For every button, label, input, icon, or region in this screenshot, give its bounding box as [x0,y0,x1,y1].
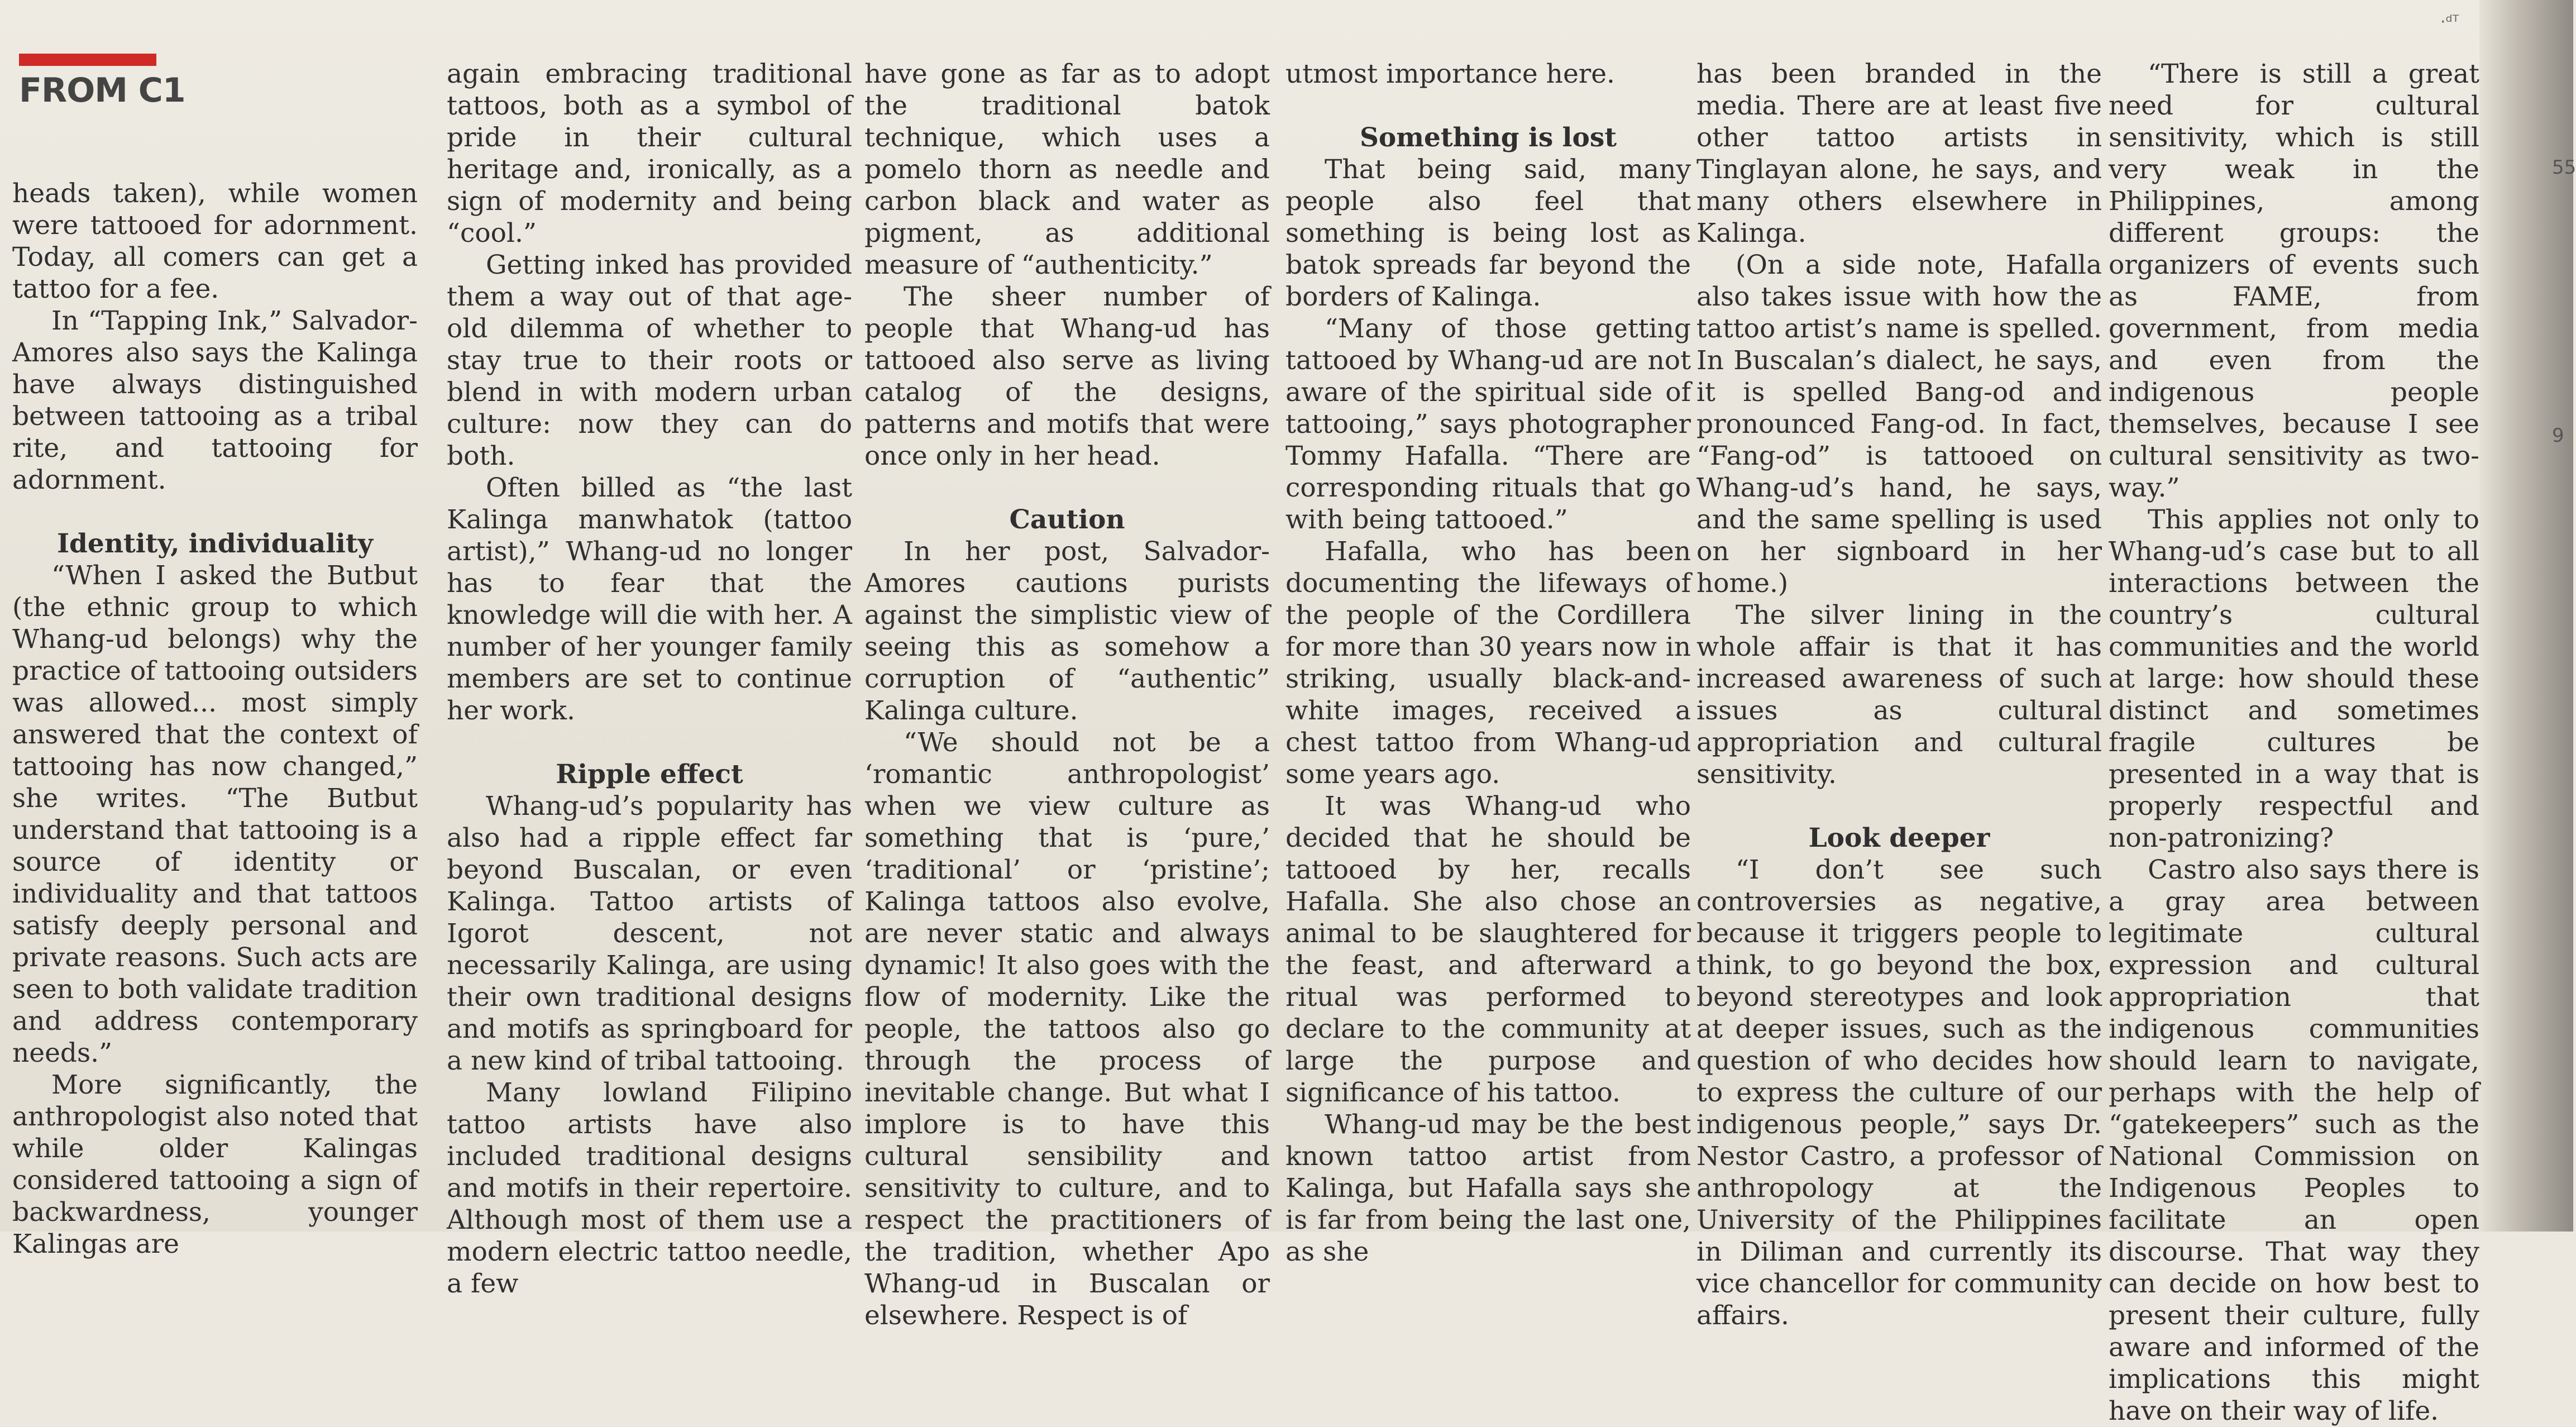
article-paragraph: Getting inked has provided them a way out of that age-old dilemma of whether to stay true to their roots or blend in with modern urban culture: now they can do both. [447,250,852,471]
page-edge-shadow [2479,0,2573,1232]
article-paragraph: “There is still a great need for cultural sensitivity, which is still very weak in the Philippines, among different groups: the organizers of events such as FAME, from government, from media and even from the indigenous people themselves, because I see cultural sensitivity as two-way.” [2109,59,2479,503]
article-paragraph: Whang-ud’s popularity has also had a ripple effect far beyond Buscalan, or even Kalinga. Tattoo artists of Igorot descent, not necessarily Kalinga, are using their own traditional designs and motifs as springboard for a new kind of tribal tattooing. [447,791,852,1076]
article-paragraph: The silver lining in the whole affair is that it has increased awareness of such issues as cultural appropriation and cultural sensitivity. [1696,600,2102,790]
article-column-5 [1696,58,2102,1331]
article-paragraph: “We should not be a ‘romantic anthropologist’ when we view culture as something that is ‘pure,’ ‘traditional’ or ‘pristine’; Kalinga tattoos also evolve, are never static and always dynamic! It also goes with the flow of modernity. Like the people, the tattoos also go through the process of inevitable change. But what I implore is to have this cultural sensibility and sensitivity to culture, and to respect the practitioners of the tradition, whether Apo Whang-ud in Buscalan or elsewhere. Respect is of [864,727,1270,1331]
edge-page-number: 9 [2552,424,2564,447]
article-column-3 [864,58,1270,1331]
article-column-1 [12,178,418,1328]
article-paragraph: This applies not only to Whang-ud’s case but to all interactions between the country’s cultural communities and the world at large: how should these distinct and sometimes fragile cultures be presented in a way that is properly respectful and non-patronizing? [2109,504,2479,853]
section-subhead: Ripple effect [556,759,743,790]
edge-page-number: 55 [2552,156,2576,179]
article-paragraph: heads taken), while women were tattooed for adornment. Today, all comers can get a tattoo for a fee. [12,178,418,304]
corner-mark: ·ᵈᵀ [2440,12,2459,32]
article-column-2 [447,58,852,1299]
header-red-bar [19,54,156,66]
article-paragraph: (On a side note, Hafalla also takes issue with how the tattoo artist’s name is spelled. In Buscalan’s dialect, he says, it is spelled Bang-od and pronounced Fang-od. In fact, “Fang-od” is tattooed on Whang-ud’s hand, he says, and the same spelling is used on her signboard in her home.) [1696,250,2102,599]
continuation-header [19,54,185,111]
article-paragraph: In her post, Salvador-Amores cautions purists against the simplistic view of seeing this as somehow a corruption of “authentic” Kalinga culture. [864,536,1270,726]
article-paragraph: has been branded in the media. There are at least five other tattoo artists in Tinglayan alone, he says, and many others elsewhere in Kalinga. [1696,59,2102,249]
article-paragraph: More significantly, the anthropologist also noted that while older Kalingas considered tattooing a sign of backwardness, younger Kalingas are [12,1070,418,1259]
section-subhead: Something is lost [1359,122,1617,153]
article-paragraph: “When I asked the Butbut (the ethnic group to which Whang-ud belongs) why the practice of tattooing outsiders was allowed... most simply answered that the context of tattooing has now changed,” she writes. “The Butbut understand that tattooing is a source of identity or individuality and that tattoos satisfy deeply personal and private reasons. Such acts are seen to both validate tradition and address contemporary needs.” [12,560,418,1068]
article-paragraph: The sheer number of people that Whang-ud has tattooed also serve as living catalog of the designs, patterns and motifs that were once only in her head. [864,281,1270,471]
article-column-4 [1285,58,1691,1267]
article-paragraph: In “Tapping Ink,” Salvador-Amores also says the Kalinga have always distinguished between tattooing as a tribal rite, and tattooing for adornment. [12,306,418,495]
article-paragraph: “Many of those getting tattooed by Whang-ud are not aware of the spiritual side of tattooing,” says photographer Tommy Hafalla. “There are corresponding rituals that go with being tattooed.” [1285,313,1691,535]
article-paragraph: Hafalla, who has been documenting the lifeways of the people of the Cordillera for more than 30 years now in striking, usually black-and-white images, received a chest tattoo from Whang-ud some years ago. [1285,536,1691,790]
article-paragraph: It was Whang-ud who decided that he should be tattooed by her, recalls Hafalla. She also chose an animal to be slaughtered for the feast, and afterward a ritual was performed to declare to the community at large the purpose and significance of his tattoo. [1285,791,1691,1108]
article-paragraph: Whang-ud may be the best known tattoo artist from Kalinga, but Hafalla says she is far from being the last one, as she [1285,1109,1691,1267]
article-paragraph: Many lowland Filipino tattoo artists have also included traditional designs and motifs in their repertoire. Although most of them use a modern electric tattoo needle, a few [447,1077,852,1299]
article-paragraph: That being said, many people also feel that something is being lost as batok spreads far beyond the borders of Kalinga. [1285,154,1691,312]
article-paragraph: Castro also says there is a gray area between legitimate cultural expression and cultural appropriation that indigenous communities should learn to navigate, perhaps with the help of “gatekeepers” such as the National Commission on Indigenous Peoples to facilitate an open discourse. That way they can decide on how best to present their culture, fully aware and informed of the implications this might have on their way of life. [2109,855,2479,1426]
article-paragraph: have gone as far as to adopt the traditional batok technique, which uses a pomelo thorn as needle and carbon black and water as pigment, as additional measure of “authenticity.” [864,59,1270,280]
continuation-label: FROM C1 [19,71,185,110]
article-paragraph: Often billed as “the last Kalinga manwhatok (tattoo artist),” Whang-ud no longer has to fear that the knowledge will die with her. A number of her younger family members are set to continue her work. [447,473,852,726]
section-subhead: Look deeper [1808,823,1990,853]
article-column-6 [2109,58,2479,1426]
section-subhead: Identity, individuality [57,528,373,559]
article-paragraph: “I don’t see such controversies as negative, because it triggers people to think, to go beyond the box, beyond stereotypes and look at deeper issues, such as the question of who decides how to express the culture of our indigenous people,” says Dr. Nestor Castro, a professor of anthropology at the University of the Philippines in Diliman and currently its vice chancellor for community affairs. [1696,855,2102,1331]
section-subhead: Caution [1009,504,1125,535]
article-paragraph: utmost importance here. [1285,59,1615,89]
article-paragraph: again embracing traditional tattoos, both as a symbol of pride in their cultural heritage and, ironically, as a sign of modernity and being “cool.” [447,59,852,249]
